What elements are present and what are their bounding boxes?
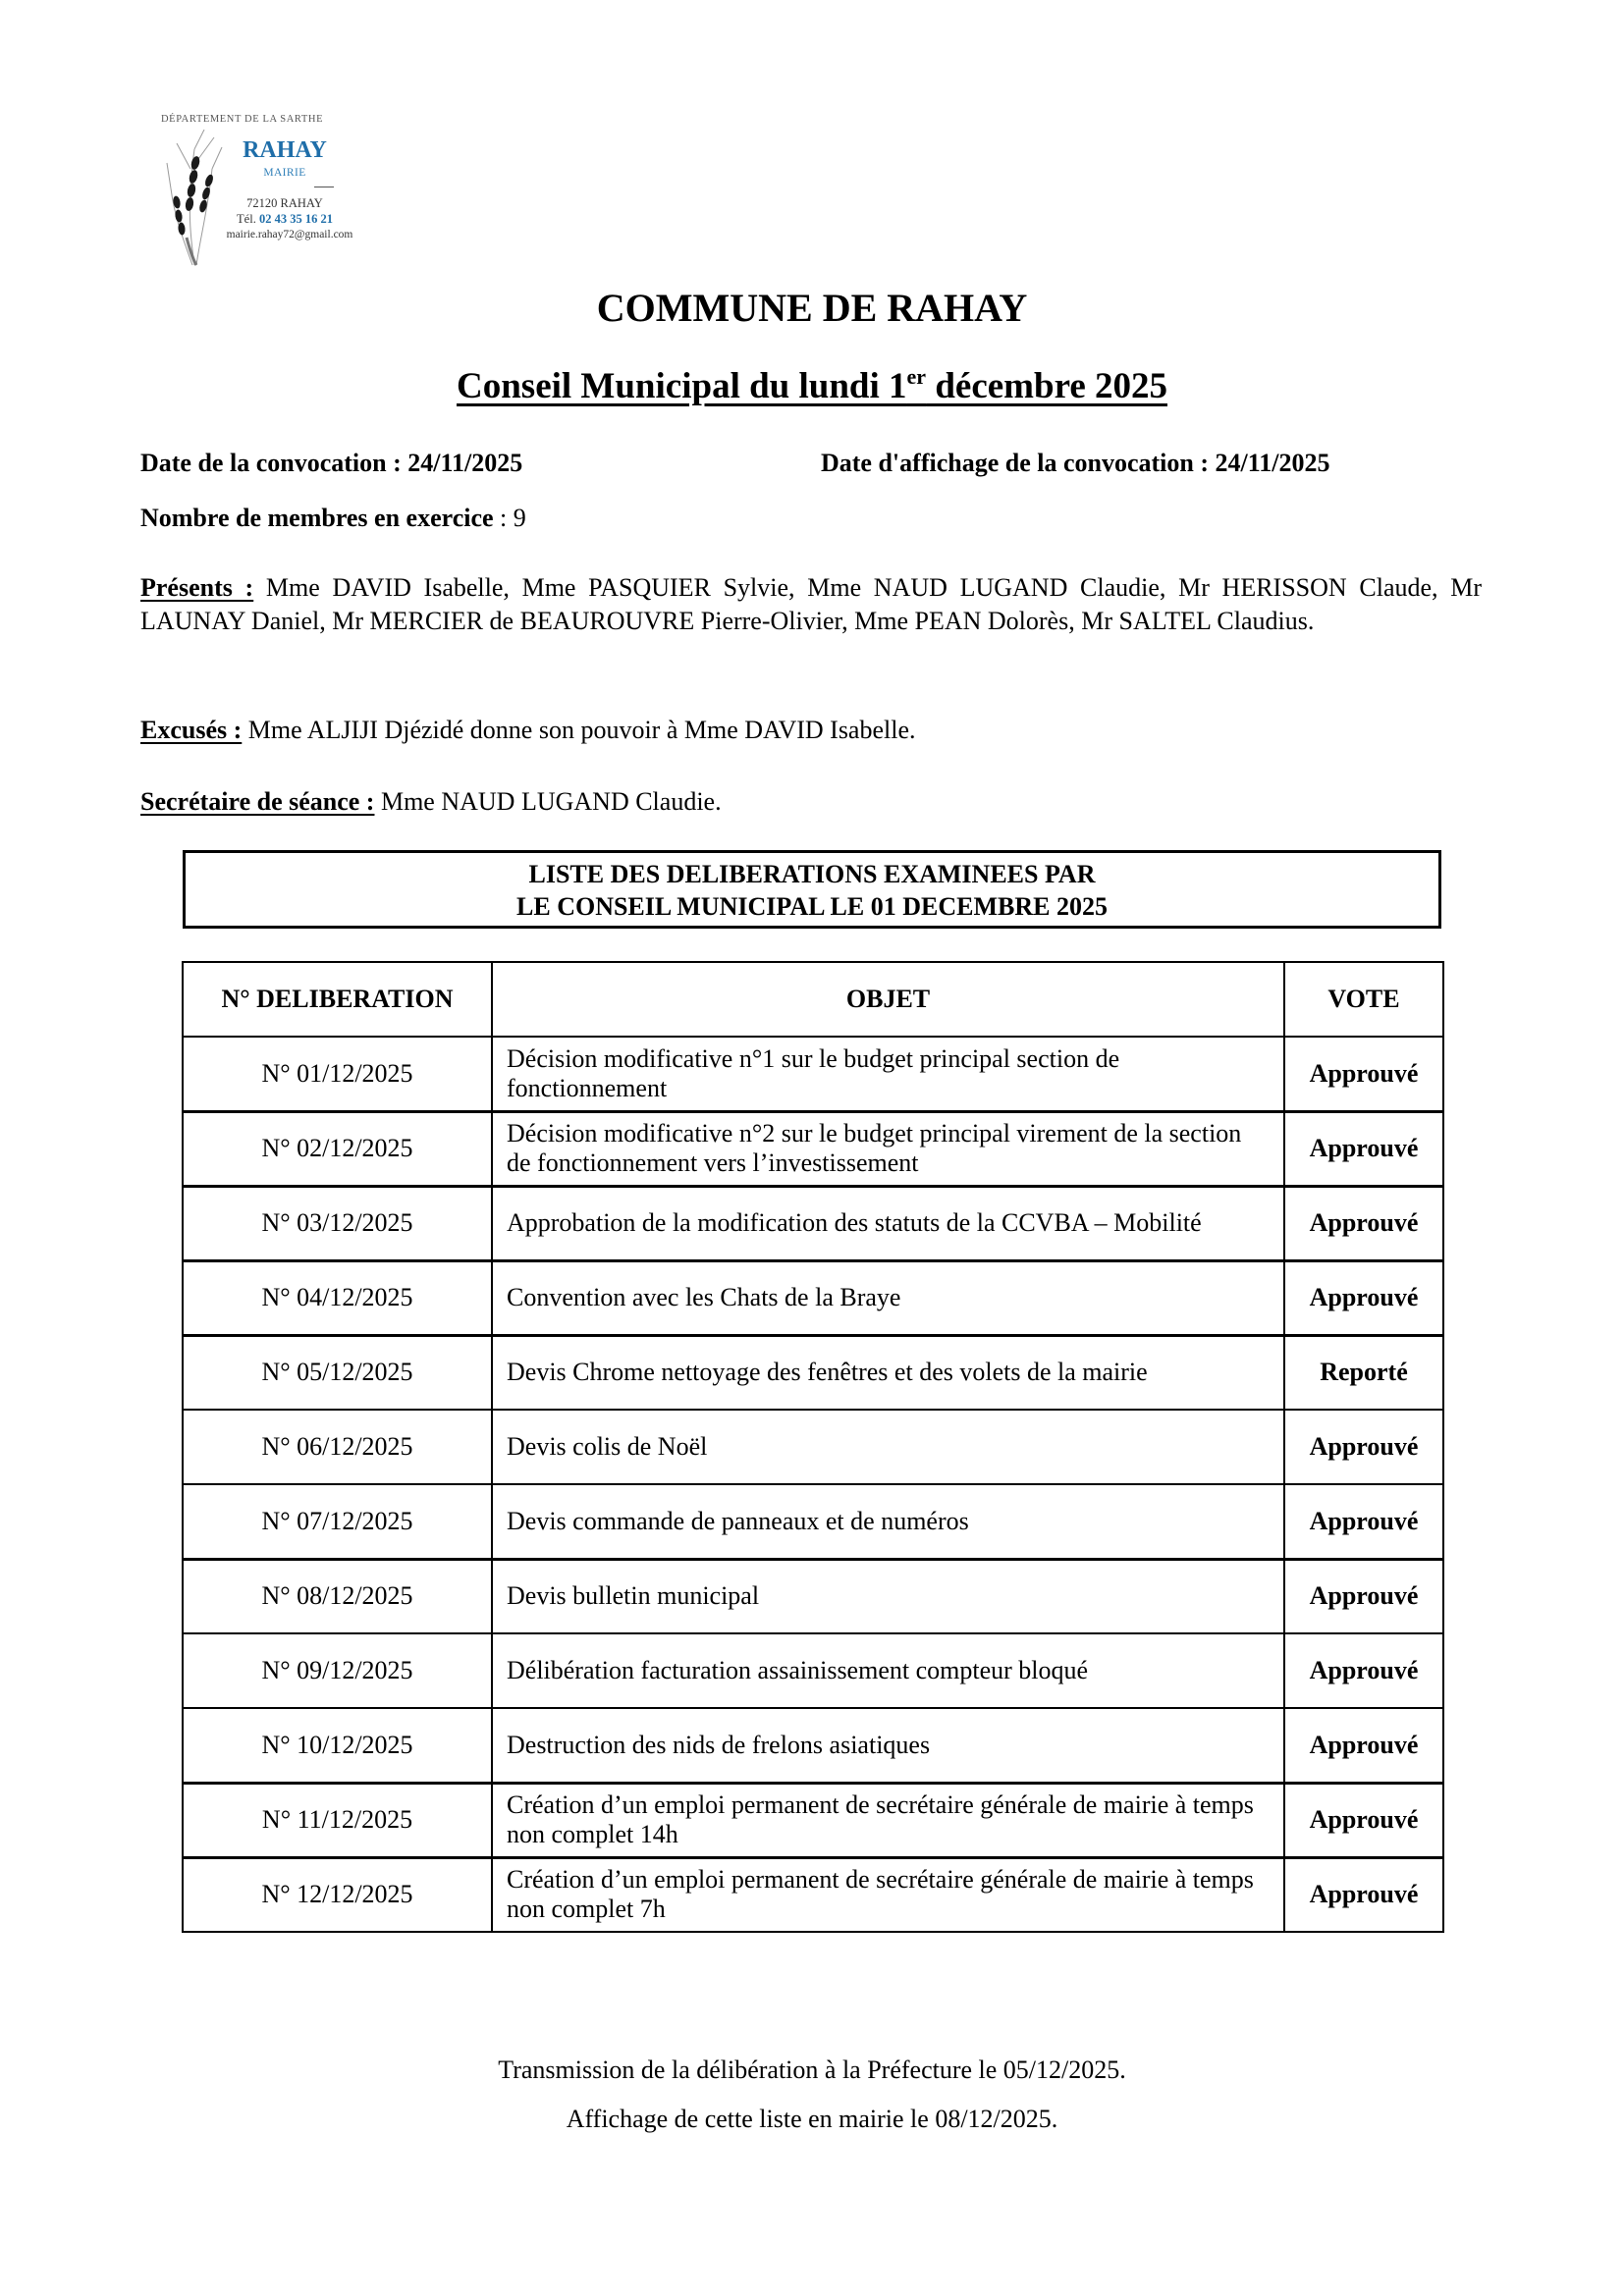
table-row	[183, 1037, 1443, 1111]
deliberation-object: Devis Chrome nettoyage des fenêtres et des volets de la mairie	[492, 1335, 1284, 1410]
convocation-label: Date de la convocation :	[140, 449, 408, 477]
table-row	[183, 1484, 1443, 1559]
deliberation-number: N° 05/12/2025	[183, 1335, 492, 1410]
list-title-line-2: LE CONSEIL MUNICIPAL LE 01 DECEMBRE 2025	[516, 892, 1108, 921]
header-numero: N° DELIBERATION	[183, 962, 492, 1037]
table-row	[183, 1559, 1443, 1633]
deliberation-object: Devis bulletin municipal	[492, 1559, 1284, 1633]
transmission-note: Transmission de la délibération à la Préfecture le 05/12/2025.	[498, 2056, 1126, 2084]
header-objet: OBJET	[492, 962, 1284, 1037]
members-count	[140, 502, 526, 535]
table-row	[183, 1186, 1443, 1260]
deliberation-number: N° 07/12/2025	[183, 1484, 492, 1559]
affichage-date	[821, 447, 1330, 480]
logo-phone	[157, 212, 373, 227]
excuses-list: Mme ALJIJI Djézidé donne son pouvoir à Mme DAVID Isabelle.	[242, 716, 916, 744]
logo-mairie: MAIRIE	[263, 167, 306, 179]
secretaire-label: Secrétaire de séance :	[140, 787, 375, 816]
deliberation-object: Création d’un emploi permanent de secrétaire générale de mairie à temps non complet 14h	[492, 1783, 1284, 1857]
logo-department: DÉPARTEMENT DE LA SARTHE	[161, 114, 324, 125]
logo-postal: 72120 RAHAY	[246, 196, 323, 210]
presents-label: Présents :	[140, 573, 254, 602]
table-row	[183, 1335, 1443, 1410]
table-row	[183, 1111, 1443, 1186]
deliberation-number: N° 04/12/2025	[183, 1260, 492, 1335]
members-label: Nombre de membres en exercice	[140, 504, 494, 532]
affichage-value: 24/11/2025	[1215, 449, 1330, 477]
deliberation-number: N° 09/12/2025	[183, 1633, 492, 1708]
header-vote: VOTE	[1284, 962, 1443, 1037]
deliberation-number: N° 03/12/2025	[183, 1186, 492, 1260]
table-row	[183, 1633, 1443, 1708]
deliberation-object: Création d’un emploi permanent de secrétaire générale de mairie à temps non complet 7h	[492, 1857, 1284, 1932]
logo-phone-number: 02 43 35 16 21	[258, 212, 333, 226]
presents-list: Mme DAVID Isabelle, Mme PASQUIER Sylvie, Mme NAUD LUGAND Claudie, Mr HERISSON Claude, Mr LAUNAY Daniel, Mr MERCIER de BEAUROUVRE Pierre-Olivier, Mme PEAN Dolorès, Mr SALTEL Claudius.	[140, 573, 1482, 635]
deliberation-object: Délibération facturation assainissement compteur bloqué	[492, 1633, 1284, 1708]
deliberation-number: N° 02/12/2025	[183, 1111, 492, 1186]
deliberation-vote: Approuvé	[1284, 1410, 1443, 1484]
table-row	[183, 1708, 1443, 1783]
logo-phone-label: Tél.	[237, 212, 256, 226]
deliberations-table	[182, 961, 1444, 1933]
affichage-label: Date d'affichage de la convocation :	[821, 449, 1216, 477]
deliberation-object: Devis commande de panneaux et de numéros	[492, 1484, 1284, 1559]
secretaire-paragraph	[140, 785, 1482, 819]
deliberation-object: Décision modificative n°1 sur le budget principal section de fonctionnement	[492, 1037, 1284, 1111]
deliberation-vote: Approuvé	[1284, 1708, 1443, 1783]
table-row	[183, 1260, 1443, 1335]
logo-town-name: RAHAY	[243, 137, 327, 163]
deliberation-object: Approbation de la modification des statuts de la CCVBA – Mobilité	[492, 1186, 1284, 1260]
deliberation-vote: Approuvé	[1284, 1783, 1443, 1857]
deliberation-object: Devis colis de Noël	[492, 1410, 1284, 1484]
deliberation-number: N° 06/12/2025	[183, 1410, 492, 1484]
table-row	[183, 1857, 1443, 1932]
convocation-value: 24/11/2025	[407, 449, 523, 477]
deliberation-object: Destruction des nids de frelons asiatiques	[492, 1708, 1284, 1783]
deliberation-number: N° 10/12/2025	[183, 1708, 492, 1783]
deliberation-vote: Approuvé	[1284, 1260, 1443, 1335]
deliberation-object: Convention avec les Chats de la Braye	[492, 1260, 1284, 1335]
affichage-note: Affichage de cette liste en mairie le 08/12/2025.	[566, 2105, 1058, 2133]
convocation-date	[140, 447, 522, 480]
deliberation-object: Décision modificative n°2 sur le budget principal virement de la section de fonctionnement vers l’investissement	[492, 1111, 1284, 1186]
excuses-paragraph	[140, 714, 1482, 747]
page-subtitle	[0, 366, 1624, 407]
deliberation-number: N° 01/12/2025	[183, 1037, 492, 1111]
subtitle-superscript: er	[906, 364, 927, 389]
deliberations-list-title	[183, 850, 1441, 929]
mairie-logo	[157, 108, 373, 275]
subtitle-prefix: Conseil Municipal du lundi 1	[457, 366, 907, 406]
deliberation-number: N° 11/12/2025	[183, 1783, 492, 1857]
deliberation-vote: Approuvé	[1284, 1111, 1443, 1186]
excuses-label: Excusés :	[140, 716, 243, 744]
secretaire-name: Mme NAUD LUGAND Claudie.	[374, 787, 722, 816]
page-title: COMMUNE DE RAHAY	[596, 286, 1028, 330]
table-row	[183, 1783, 1443, 1857]
deliberation-vote: Approuvé	[1284, 1037, 1443, 1111]
deliberation-vote: Approuvé	[1284, 1186, 1443, 1260]
logo-email: mairie.rahay72@gmail.com	[226, 229, 353, 240]
deliberation-vote: Approuvé	[1284, 1484, 1443, 1559]
deliberation-vote: Reporté	[1284, 1335, 1443, 1410]
presents-paragraph	[140, 571, 1482, 638]
deliberation-vote: Approuvé	[1284, 1633, 1443, 1708]
subtitle-text	[457, 366, 1167, 406]
deliberation-vote: Approuvé	[1284, 1559, 1443, 1633]
table-header-row	[183, 962, 1443, 1037]
deliberation-number: N° 12/12/2025	[183, 1857, 492, 1932]
members-value: : 9	[493, 504, 526, 532]
table-row	[183, 1410, 1443, 1484]
list-title-line-1: LISTE DES DELIBERATIONS EXAMINEES PAR	[528, 860, 1096, 888]
deliberation-number: N° 08/12/2025	[183, 1559, 492, 1633]
deliberation-vote: Approuvé	[1284, 1857, 1443, 1932]
subtitle-suffix: décembre 2025	[926, 366, 1167, 406]
